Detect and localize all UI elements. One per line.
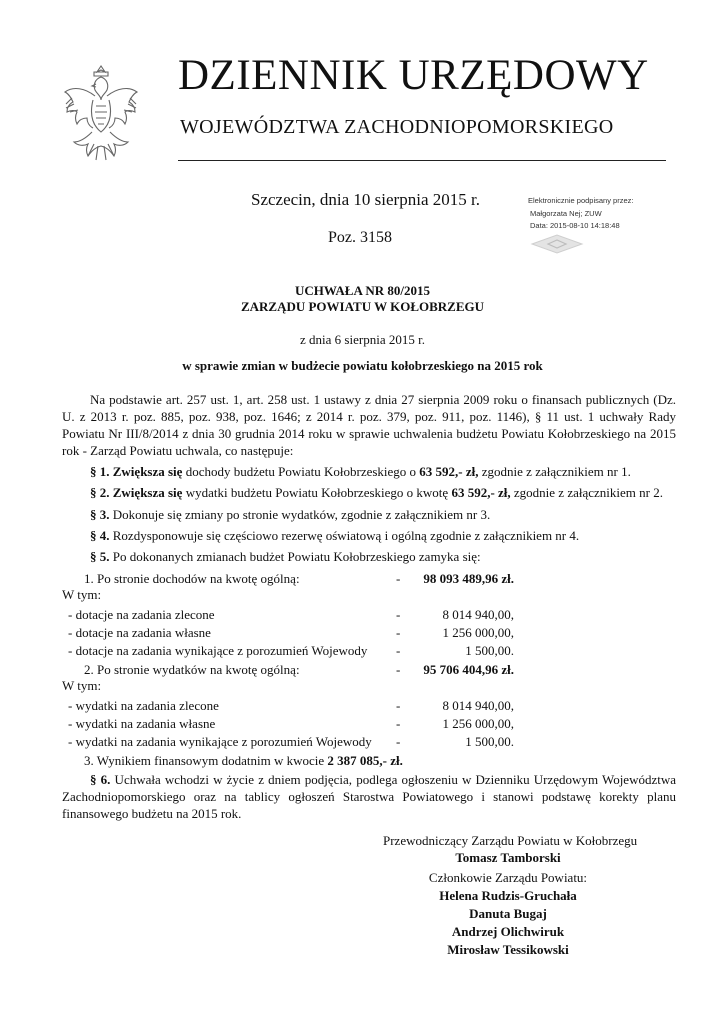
section-1 <box>90 463 631 480</box>
electronic-signature <box>528 195 633 233</box>
header-divider <box>178 160 666 161</box>
financial-result-amount: 2 387 085,- zł. <box>327 753 403 768</box>
section-2-text-end: zgodnie z załącznikiem nr 2. <box>510 485 663 500</box>
resolution-body: ZARZĄDU POWIATU W KOŁOBRZEGU <box>240 299 485 314</box>
expense-dash: - <box>396 662 401 677</box>
section-6 <box>62 771 676 822</box>
section-3 <box>90 506 490 523</box>
signature-line-2: Małgorzata Nej; ZUW <box>530 208 602 218</box>
expense-item-value: 1 500,00. <box>465 734 514 749</box>
expense-item-value: 8 014 940,00, <box>442 698 514 713</box>
financial-result-text: 3. Wynikiem finansowym dodatnim w kwocie <box>84 753 328 768</box>
section-4 <box>90 527 579 544</box>
section-6-head: § 6. <box>90 772 111 787</box>
member-name: Danuta Bugaj <box>469 906 547 921</box>
preamble: Na podstawie art. 257 ust. 1, art. 258 ust. 1 ustawy z dnia 27 sierpnia 2009 roku o finansach publicznych (Dz. U. z 2013 r. poz. 885, poz. 938, poz. 1646; z 2014 r. poz. 379, poz. 911, poz. 1146), § 11 ust. 1 uchwały Rady Powiatu Nr III/8/2014 z dnia 30 grudnia 2014 roku w sprawie uchwalenia budżetu Powiatu Kołobrzeskiego na 2015 rok - Zarząd Powiatu uchwala, co następuje: <box>62 392 676 458</box>
expense-label: 2. Po stronie wydatków na kwotę ogólną: <box>84 662 300 677</box>
section-4-head: § 4. <box>90 528 110 543</box>
signature-check-icon <box>528 233 586 255</box>
section-4-text: Rozdysponowuje się częściowo rezerwę oświatową i ogólną zgodnie z załącznikiem nr 4. <box>109 528 580 543</box>
section-6-text: Uchwała wchodzi w życie z dniem podjęcia, podlega ogłoszeniu w Dzienniku Urzędowym Województwa Zachodniopomorskiego oraz na tablicy ogłoszeń Starostwa Powiatowego i stanowi podstawę korekty planu finansowego budżetu na 2015 rok. <box>62 772 677 821</box>
income-wtym: W tym: <box>62 587 102 602</box>
income-item-value: 8 014 940,00, <box>442 607 514 622</box>
income-item-label: - dotacje na zadania własne <box>68 625 211 640</box>
income-total: 98 093 489,96 zł. <box>423 571 514 586</box>
expense-item-label: - wydatki na zadania wynikające z porozumień Wojewody <box>68 734 372 749</box>
expense-total: 95 706 404,96 zł. <box>423 662 514 677</box>
journal-title: DZIENNIK URZĘDOWY <box>178 52 649 99</box>
journal-subtitle: WOJEWÓDZTWA ZACHODNIOPOMORSKIEGO <box>180 116 614 138</box>
position-number: Poz. 3158 <box>328 229 392 246</box>
section-3-text: Dokonuje się zmiany po stronie wydatków, zgodnie z załącznikiem nr 3. <box>109 507 491 522</box>
section-3-head: § 3. <box>90 507 110 522</box>
expense-item-value: 1 256 000,00, <box>442 716 514 731</box>
signature-line-3: Data: 2015-08-10 14:18:48 <box>530 221 620 230</box>
income-item-dash: - <box>396 625 401 640</box>
member-name: Mirosław Tessikowski <box>447 942 569 957</box>
members-title: Członkowie Zarządu Powiatu: <box>428 870 588 885</box>
member-name: Helena Rudzis-Gruchała <box>439 888 577 903</box>
section-1-head: § 1. Zwiększa się <box>90 464 183 479</box>
chair-title: Przewodniczący Zarządu Powiatu w Kołobrzegu <box>383 833 638 848</box>
expense-item-dash: - <box>396 716 401 731</box>
expense-wtym: W tym: <box>62 678 102 693</box>
section-1-text-end: zgodnie z załącznikiem nr 1. <box>478 464 631 479</box>
section-2-head: § 2. Zwiększa się <box>90 485 183 500</box>
income-item-value: 1 256 000,00, <box>442 625 514 640</box>
place-date: Szczecin, dnia 10 sierpnia 2015 r. <box>251 190 480 209</box>
section-5 <box>90 548 481 565</box>
expense-item-dash: - <box>396 698 401 713</box>
chair-name: Tomasz Tamborski <box>455 850 561 865</box>
resolution-number: UCHWAŁA NR 80/2015 <box>294 283 431 298</box>
income-item-dash: - <box>396 607 401 622</box>
income-item-label: - dotacje na zadania wynikające z porozumień Wojewody <box>68 643 368 658</box>
income-item-dash: - <box>396 643 401 658</box>
signature-line-1: Elektronicznie podpisany przez: <box>528 196 634 205</box>
section-2-amount: 63 592,- zł, <box>451 485 511 500</box>
financial-result <box>84 752 403 769</box>
income-item-value: 1 500,00. <box>465 643 514 658</box>
income-label: 1. Po stronie dochodów na kwotę ogólną: <box>84 571 300 586</box>
expense-item-dash: - <box>396 734 401 749</box>
expense-item-label: - wydatki na zadania własne <box>68 716 216 731</box>
resolution-subject: w sprawie zmian w budżecie powiatu kołobrzeskiego na 2015 rok <box>182 358 543 373</box>
section-2-text: wydatki budżetu Powiatu Kołobrzeskiego o kwotę <box>182 485 452 500</box>
polish-eagle-emblem <box>60 60 142 168</box>
income-dash: - <box>396 571 401 586</box>
resolution-date: z dnia 6 sierpnia 2015 r. <box>300 332 425 347</box>
section-5-head: § 5. <box>90 549 110 564</box>
section-1-text: dochody budżetu Powiatu Kołobrzeskiego o <box>182 464 420 479</box>
income-item-label: - dotacje na zadania zlecone <box>68 607 215 622</box>
expense-item-label: - wydatki na zadania zlecone <box>68 698 219 713</box>
section-1-amount: 63 592,- zł, <box>419 464 479 479</box>
section-2 <box>90 484 663 501</box>
section-5-text: Po dokonanych zmianach budżet Powiatu Kołobrzeskiego zamyka się: <box>109 549 481 564</box>
member-name: Andrzej Olichwiruk <box>451 924 565 939</box>
